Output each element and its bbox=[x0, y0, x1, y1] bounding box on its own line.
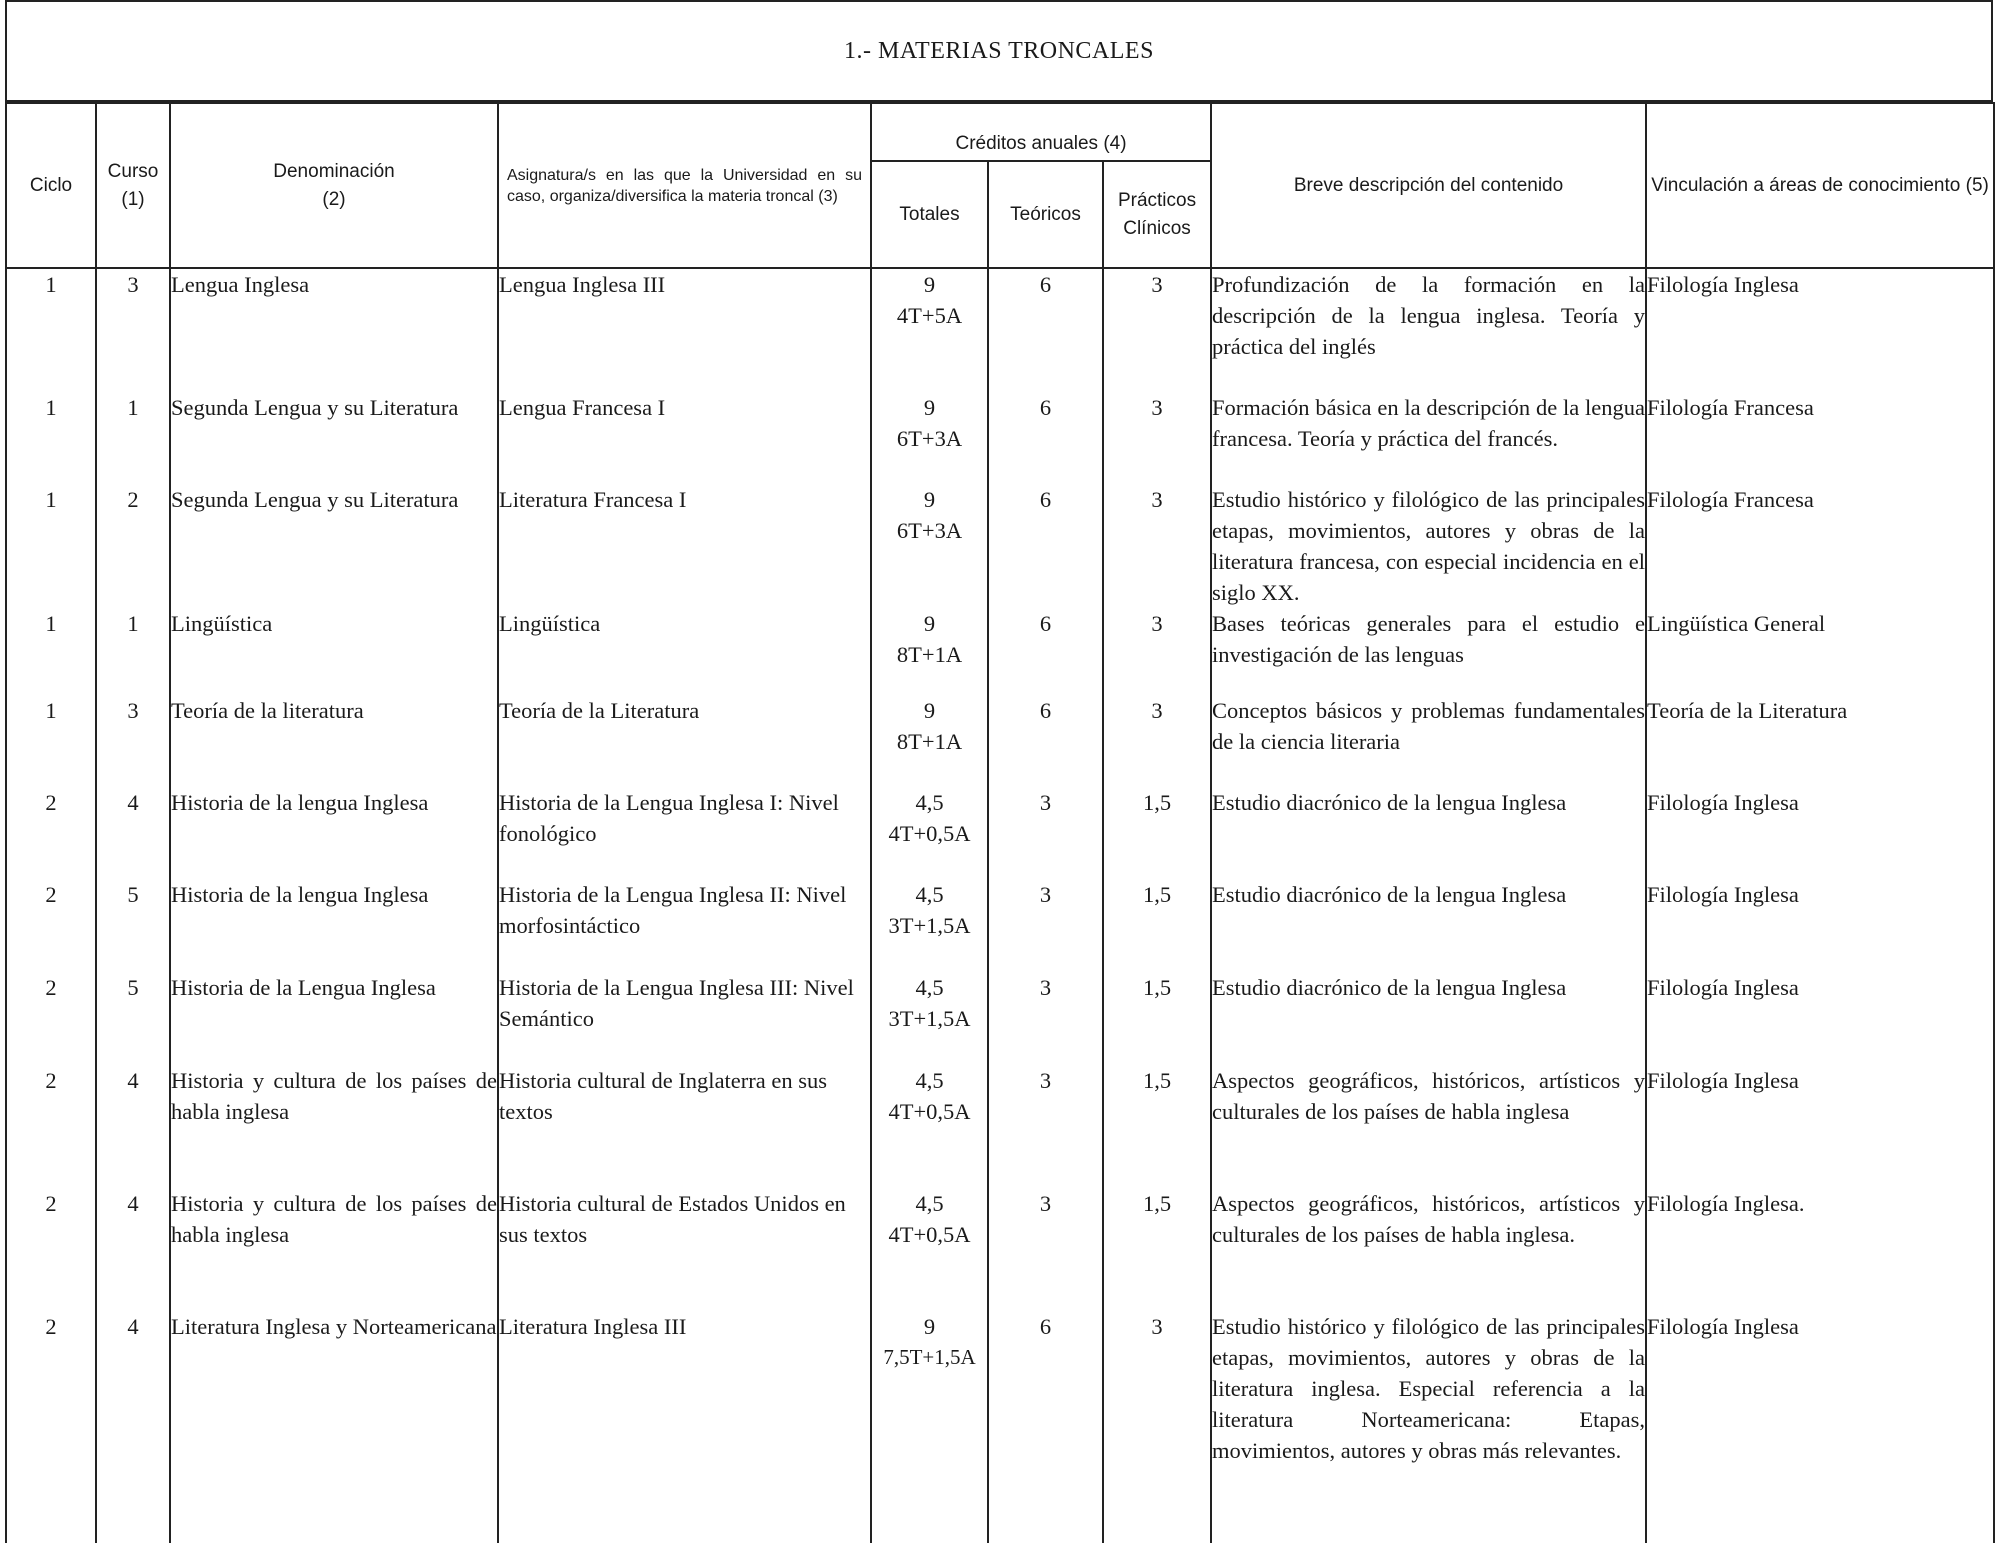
cell-asignatura: Lingüística bbox=[498, 608, 871, 695]
cell-vinculacion: Filología Inglesa bbox=[1646, 1311, 1994, 1543]
credit-total-value: 4,5 bbox=[915, 1191, 944, 1216]
cell-denominacion: Segunda Lengua y su Literatura bbox=[170, 392, 498, 484]
cell-ciclo: 1 bbox=[6, 392, 96, 484]
cell-totales bbox=[871, 484, 988, 608]
cell-denominacion: Historia de la Lengua Inglesa bbox=[170, 972, 498, 1065]
cell-denominacion: Segunda Lengua y su Literatura bbox=[170, 484, 498, 608]
table-row bbox=[6, 972, 1994, 1065]
cell-ciclo: 2 bbox=[6, 1188, 96, 1311]
cell-asignatura: Historia cultural de Inglaterra en sus textos bbox=[498, 1065, 871, 1188]
credit-total-value: 9 bbox=[923, 611, 936, 636]
cell-descripcion: Estudio diacrónico de la lengua Inglesa bbox=[1211, 787, 1646, 879]
credit-total-value: 9 bbox=[923, 1314, 936, 1339]
cell-vinculacion: Filología Inglesa bbox=[1646, 268, 1994, 392]
credit-total-value: 4,5 bbox=[915, 975, 944, 1000]
table-row bbox=[6, 392, 1994, 484]
table-row bbox=[6, 484, 1994, 608]
cell-denominacion: Historia y cultura de los países de habla inglesa bbox=[170, 1065, 498, 1188]
cell-teoricos: 6 bbox=[988, 1311, 1103, 1543]
cell-ciclo: 1 bbox=[6, 484, 96, 608]
section-title: 1.- MATERIAS TRONCALES bbox=[844, 37, 1154, 64]
cell-teoricos: 3 bbox=[988, 972, 1103, 1065]
cell-ciclo: 2 bbox=[6, 879, 96, 972]
table-row bbox=[6, 695, 1994, 787]
header-totales: Totales bbox=[871, 161, 988, 268]
cell-practicos: 3 bbox=[1103, 268, 1211, 392]
cell-vinculacion: Filología Inglesa bbox=[1646, 1065, 1994, 1188]
cell-vinculacion: Filología Francesa bbox=[1646, 392, 1994, 484]
credit-total-breakdown: 6T+3A bbox=[896, 426, 963, 451]
cell-practicos: 1,5 bbox=[1103, 787, 1211, 879]
cell-practicos: 3 bbox=[1103, 392, 1211, 484]
cell-curso: 4 bbox=[96, 1311, 170, 1543]
cell-ciclo: 2 bbox=[6, 787, 96, 879]
cell-totales bbox=[871, 392, 988, 484]
cell-ciclo: 1 bbox=[6, 695, 96, 787]
cell-denominacion: Literatura Inglesa y Norteamericana bbox=[170, 1311, 498, 1543]
header-descripcion: Breve descripción del contenido bbox=[1211, 103, 1646, 268]
cell-denominacion: Teoría de la literatura bbox=[170, 695, 498, 787]
credit-total-breakdown: 3T+1,5A bbox=[888, 913, 971, 938]
cell-vinculacion: Lingüística General bbox=[1646, 608, 1994, 695]
cell-curso: 4 bbox=[96, 1188, 170, 1311]
cell-asignatura: Lengua Inglesa III bbox=[498, 268, 871, 392]
cell-curso: 4 bbox=[96, 1065, 170, 1188]
cell-practicos: 3 bbox=[1103, 695, 1211, 787]
cell-asignatura: Historia de la Lengua Inglesa II: Nivel morfosintáctico bbox=[498, 879, 871, 972]
cell-descripcion: Bases teóricas generales para el estudio e investigación de las lenguas bbox=[1211, 608, 1646, 695]
table-row bbox=[6, 608, 1994, 695]
cell-practicos: 3 bbox=[1103, 484, 1211, 608]
cell-vinculacion: Filología Francesa bbox=[1646, 484, 1994, 608]
cell-denominacion: Lingüística bbox=[170, 608, 498, 695]
cell-practicos: 1,5 bbox=[1103, 972, 1211, 1065]
cell-teoricos: 6 bbox=[988, 484, 1103, 608]
header-asignatura: Asignatura/s en las que la Universidad en su caso, organiza/diversifica la materia troncal (3) bbox=[498, 103, 871, 268]
credit-total-breakdown: 8T+1A bbox=[896, 642, 963, 667]
table-row bbox=[6, 1188, 1994, 1311]
cell-asignatura: Lengua Francesa I bbox=[498, 392, 871, 484]
cell-vinculacion: Filología Inglesa bbox=[1646, 787, 1994, 879]
cell-vinculacion: Filología Inglesa bbox=[1646, 972, 1994, 1065]
cell-practicos: 1,5 bbox=[1103, 1065, 1211, 1188]
cell-descripcion: Estudio diacrónico de la lengua Inglesa bbox=[1211, 879, 1646, 972]
cell-totales bbox=[871, 879, 988, 972]
cell-teoricos: 3 bbox=[988, 787, 1103, 879]
credit-total-breakdown: 8T+1A bbox=[896, 729, 963, 754]
credit-total-value: 4,5 bbox=[915, 790, 944, 815]
cell-denominacion: Historia de la lengua Inglesa bbox=[170, 879, 498, 972]
header-ciclo: Ciclo bbox=[6, 103, 96, 268]
credit-total-breakdown: 3T+1,5A bbox=[888, 1006, 971, 1031]
header-creditos: Créditos anuales (4) bbox=[871, 103, 1211, 161]
table-row bbox=[6, 1065, 1994, 1188]
credit-total-value: 9 bbox=[923, 698, 936, 723]
credit-total-breakdown: 7,5T+1,5A bbox=[883, 1345, 976, 1369]
cell-curso: 3 bbox=[96, 695, 170, 787]
credit-total-value: 9 bbox=[923, 487, 936, 512]
cell-teoricos: 6 bbox=[988, 392, 1103, 484]
credit-total-breakdown: 6T+3A bbox=[896, 518, 963, 543]
cell-ciclo: 2 bbox=[6, 972, 96, 1065]
cell-descripcion: Estudio diacrónico de la lengua Inglesa bbox=[1211, 972, 1646, 1065]
cell-practicos: 1,5 bbox=[1103, 879, 1211, 972]
cell-totales bbox=[871, 268, 988, 392]
cell-practicos: 3 bbox=[1103, 608, 1211, 695]
table-row bbox=[6, 268, 1994, 392]
cell-teoricos: 3 bbox=[988, 879, 1103, 972]
cell-teoricos: 6 bbox=[988, 695, 1103, 787]
cell-teoricos: 3 bbox=[988, 1065, 1103, 1188]
credit-total-value: 9 bbox=[923, 395, 936, 420]
cell-descripcion: Estudio histórico y filológico de las principales etapas, movimientos, autores y obras de la literatura francesa, con especial incidencia en el siglo XX. bbox=[1211, 484, 1646, 608]
credit-total-breakdown: 4T+5A bbox=[896, 303, 963, 328]
cell-totales bbox=[871, 972, 988, 1065]
cell-denominacion: Historia y cultura de los países de habla inglesa bbox=[170, 1188, 498, 1311]
cell-curso: 4 bbox=[96, 787, 170, 879]
section-title-box bbox=[5, 0, 1993, 102]
table-body bbox=[6, 268, 1994, 1543]
table-row bbox=[6, 1311, 1994, 1543]
header-teoricos: Teóricos bbox=[988, 161, 1103, 268]
troncales-table bbox=[5, 102, 1995, 1543]
cell-descripcion: Aspectos geográficos, históricos, artísticos y culturales de los países de habla inglesa. bbox=[1211, 1188, 1646, 1311]
cell-vinculacion: Filología Inglesa. bbox=[1646, 1188, 1994, 1311]
cell-denominacion: Lengua Inglesa bbox=[170, 268, 498, 392]
cell-totales bbox=[871, 695, 988, 787]
cell-ciclo: 1 bbox=[6, 268, 96, 392]
cell-curso: 1 bbox=[96, 608, 170, 695]
cell-ciclo: 2 bbox=[6, 1311, 96, 1543]
cell-asignatura: Literatura Francesa I bbox=[498, 484, 871, 608]
cell-asignatura: Literatura Inglesa III bbox=[498, 1311, 871, 1543]
credit-total-breakdown: 4T+0,5A bbox=[888, 1222, 971, 1247]
cell-vinculacion: Teoría de la Literatura bbox=[1646, 695, 1994, 787]
cell-asignatura: Historia de la Lengua Inglesa III: Nivel Semántico bbox=[498, 972, 871, 1065]
cell-practicos: 1,5 bbox=[1103, 1188, 1211, 1311]
credit-total-value: 4,5 bbox=[915, 1068, 944, 1093]
credit-total-breakdown: 4T+0,5A bbox=[888, 1099, 971, 1124]
cell-denominacion: Historia de la lengua Inglesa bbox=[170, 787, 498, 879]
cell-curso: 3 bbox=[96, 268, 170, 392]
cell-ciclo: 1 bbox=[6, 608, 96, 695]
cell-curso: 2 bbox=[96, 484, 170, 608]
cell-descripcion: Estudio histórico y filológico de las principales etapas, movimientos, autores y obras de la literatura inglesa. Especial referencia a la literatura Norteamericana: Etapas, movimientos, autores y obras más relevantes. bbox=[1211, 1311, 1646, 1543]
cell-curso: 1 bbox=[96, 392, 170, 484]
cell-descripcion: Formación básica en la descripción de la lengua francesa. Teoría y práctica del francés. bbox=[1211, 392, 1646, 484]
header-denominacion: Denominación (2) bbox=[170, 103, 498, 268]
credit-total-breakdown: 4T+0,5A bbox=[888, 821, 971, 846]
cell-descripcion: Conceptos básicos y problemas fundamentales de la ciencia literaria bbox=[1211, 695, 1646, 787]
cell-asignatura: Teoría de la Literatura bbox=[498, 695, 871, 787]
cell-practicos: 3 bbox=[1103, 1311, 1211, 1543]
table-row bbox=[6, 879, 1994, 972]
table-row bbox=[6, 787, 1994, 879]
header-practicos: Prácticos Clínicos bbox=[1103, 161, 1211, 268]
cell-totales bbox=[871, 787, 988, 879]
table-header bbox=[6, 103, 1994, 268]
cell-teoricos: 3 bbox=[988, 1188, 1103, 1311]
credit-total-value: 9 bbox=[923, 272, 936, 297]
cell-ciclo: 2 bbox=[6, 1065, 96, 1188]
cell-totales bbox=[871, 1065, 988, 1188]
cell-totales bbox=[871, 608, 988, 695]
cell-descripcion: Aspectos geográficos, históricos, artísticos y culturales de los países de habla inglesa bbox=[1211, 1065, 1646, 1188]
cell-curso: 5 bbox=[96, 972, 170, 1065]
cell-teoricos: 6 bbox=[988, 268, 1103, 392]
header-vinculacion: Vinculación a áreas de conocimiento (5) bbox=[1646, 103, 1994, 268]
cell-asignatura: Historia cultural de Estados Unidos en sus textos bbox=[498, 1188, 871, 1311]
cell-vinculacion: Filología Inglesa bbox=[1646, 879, 1994, 972]
cell-teoricos: 6 bbox=[988, 608, 1103, 695]
cell-asignatura: Historia de la Lengua Inglesa I: Nivel fonológico bbox=[498, 787, 871, 879]
cell-descripcion: Profundización de la formación en la descripción de la lengua inglesa. Teoría y práctica del inglés bbox=[1211, 268, 1646, 392]
cell-totales bbox=[871, 1311, 988, 1543]
header-curso: Curso (1) bbox=[96, 103, 170, 268]
credit-total-value: 4,5 bbox=[915, 882, 944, 907]
cell-totales bbox=[871, 1188, 988, 1311]
cell-curso: 5 bbox=[96, 879, 170, 972]
document-page bbox=[5, 0, 1997, 1548]
